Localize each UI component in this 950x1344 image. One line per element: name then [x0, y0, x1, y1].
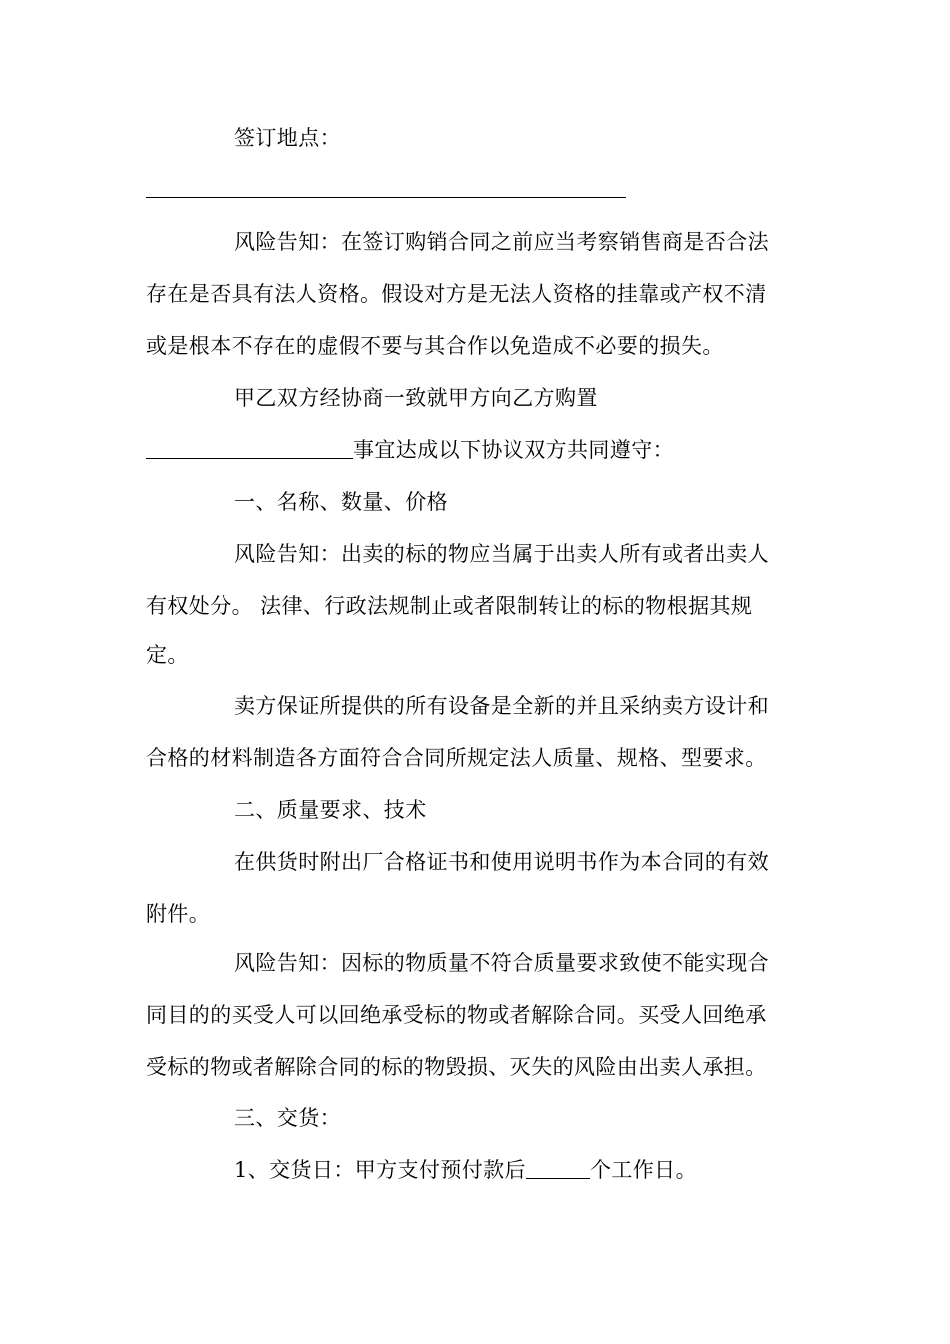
delivery-date-prefix: 1、交货日：甲方支付预付款后	[234, 1158, 526, 1182]
section-3-title: 三、交货：	[234, 1106, 341, 1130]
seller-guarantee-line-1: 卖方保证所提供的所有设备是全新的并且采纳卖方设计和	[234, 694, 769, 718]
seller-guarantee-line-2: 合格的材料制造各方面符合合同所规定法人质量、规格、型要求。	[146, 746, 767, 770]
purchase-item-blank	[146, 436, 353, 459]
agreement-line-2	[146, 435, 806, 465]
supply-docs-line-1: 在供货时附出厂合格证书和使用说明书作为本合同的有效	[234, 850, 769, 874]
signing-place-blank	[146, 197, 626, 198]
section-2-title: 二、质量要求、技术	[234, 798, 427, 822]
risk-notice-2-line-3: 定。	[146, 643, 189, 667]
risk-notice-2-line-2: 有权处分。 法律、行政法规制止或者限制转让的标的物根据其规	[146, 594, 753, 618]
risk-notice-1-line-1: 风险告知：在签订购销合同之前应当考察销售商是否合法	[234, 230, 769, 254]
working-days-blank	[526, 1156, 590, 1179]
risk-notice-2-line-1: 风险告知：出卖的标的物应当属于出卖人所有或者出卖人	[234, 542, 769, 566]
supply-docs-line-2: 附件。	[146, 902, 211, 926]
delivery-date-line	[234, 1155, 806, 1185]
agreement-line-1: 甲乙双方经协商一致就甲方向乙方购置	[234, 386, 598, 410]
section-1-title: 一、名称、数量、价格	[234, 490, 448, 514]
risk-notice-3-line-2: 同目的的买受人可以回绝承受标的物或者解除合同。买受人回绝承	[146, 1003, 767, 1027]
risk-notice-1-line-3: 或是根本不存在的虚假不要与其合作以免造成不必要的损失。	[146, 334, 724, 358]
risk-notice-3-line-3: 受标的物或者解除合同的标的物毁损、灭失的风险由出卖人承担。	[146, 1055, 767, 1079]
risk-notice-1-line-2: 存在是否具有法人资格。假设对方是无法人资格的挂靠或产权不清	[146, 282, 767, 306]
risk-notice-3-line-1: 风险告知：因标的物质量不符合质量要求致使不能实现合	[234, 951, 769, 975]
agreement-line-2-text: 事宜达成以下协议双方共同遵守：	[353, 438, 674, 462]
delivery-date-suffix: 个工作日。	[589, 1158, 697, 1182]
signing-place-label: 签订地点：	[234, 126, 341, 150]
